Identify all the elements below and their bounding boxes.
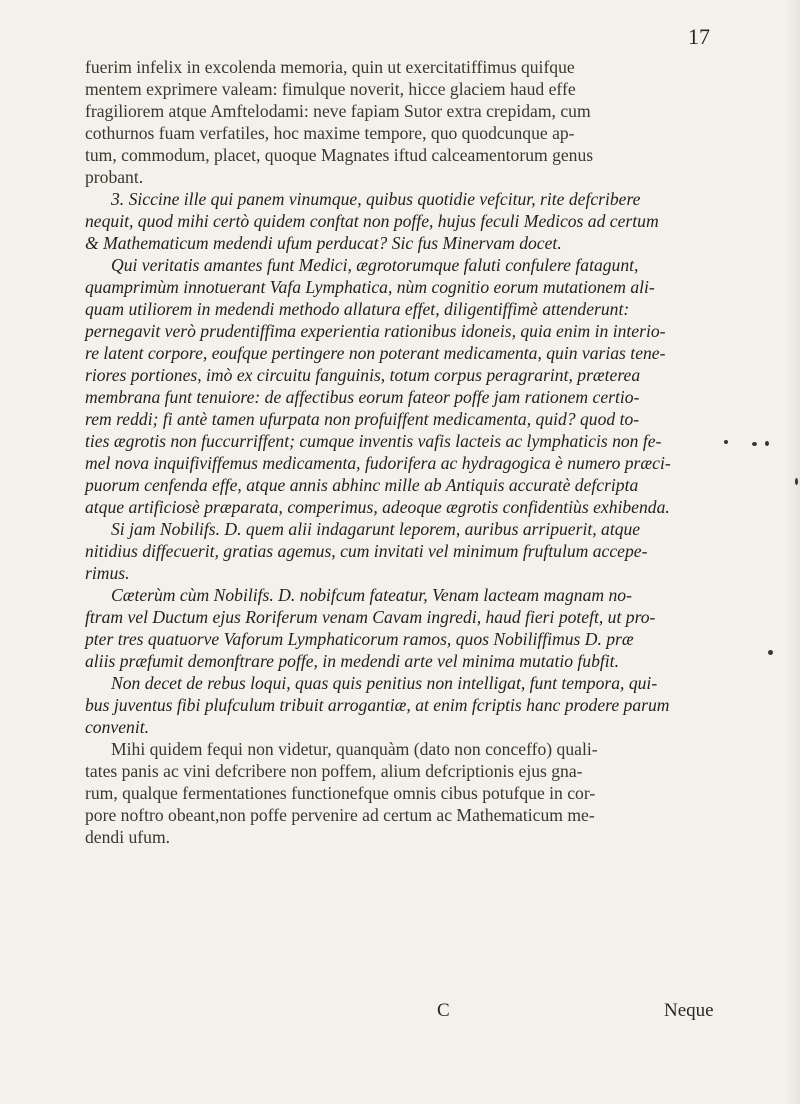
text-line: tates panis ac vini defcribere non poffem, alium defcriptionis ejus gna- [85, 761, 583, 781]
text-line: riores portiones, imò ex circuitu fanguinis, totum corpus peragrarint, præterea [85, 365, 641, 385]
text-line: Qui veritatis amantes funt Medici, ægrotorumque faluti confulere fatagunt, [111, 255, 639, 275]
text-line: ftram vel Ductum ejus Roriferum venam Cavam ingredi, haud fieri poteft, ut pro- [85, 607, 656, 627]
text-line: mel nova inquifiviffemus medicamenta, fudorifera ac hydragogica è numero præci- [85, 453, 671, 473]
text-line: Mihi quidem fequi non videtur, quanquàm (dato non conceffo) quali- [111, 739, 598, 759]
text-line: quamprimùm innotuerant Vafa Lymphatica, nùm cognitio eorum mutationem ali- [85, 277, 655, 297]
ink-speck [724, 440, 728, 444]
text-line: Si jam Nobilifs. D. quem alii indagarunt leporem, auribus arripuerit, atque [111, 519, 641, 539]
text-line: aliis præfumit demonftrare poffe, in medendi arte vel minima mutatio fubfit. [85, 651, 619, 671]
text-line: dendi ufum. [85, 827, 171, 847]
text-line: pore noftro obeant,non poffe pervenire ad certum ac Mathematicum me- [85, 805, 595, 825]
text-line: bus juventus fibi plufculum tribuit arrogantiæ, at enim fcriptis hanc prodere parum [85, 695, 670, 715]
text-line: Cæterùm cùm Nobilifs. D. nobifcum fateatur, Venam lacteam magnam no- [111, 585, 632, 605]
text-line: 3. Siccine ille qui panem vinumque, quibus quotidie vefcitur, rite defcribere [111, 189, 641, 209]
text-line: rimus. [85, 563, 130, 583]
signature-mark: C [437, 1000, 450, 1021]
text-line: & Mathematicum medendi ufum perducat? Sic fus Minervam docet. [85, 233, 562, 253]
text-line: cothurnos fuam verfatiles, hoc maxime tempore, quo quodcunque ap- [85, 123, 575, 143]
text-line: mentem exprimere valeam: fimulque noverit, hicce glaciem haud effe [85, 79, 576, 99]
text-line: membrana funt tenuiore: de affectibus eorum fateor poffe jam rationem certio- [85, 387, 640, 407]
page-number: 17 [688, 24, 710, 49]
text-line: fuerim infelix in excolenda memoria, quin ut exercitatiffimus quifque [85, 57, 575, 77]
text-line: rum, qualque fermentationes functionefque omnis cibus potufque in cor- [85, 783, 596, 803]
text-line: convenit. [85, 717, 149, 737]
ink-speck [765, 441, 769, 446]
text-line: nequit, quod mihi certò quidem conftat non poffe, hujus feculi Medicos ad certum [85, 211, 659, 231]
catchword: Neque [664, 1000, 714, 1021]
text-line: ties ægrotis non fuccurriffent; cumque inventis vafis lacteis ac lymphaticis non fe- [85, 431, 662, 451]
text-line: tum, commodum, placet, quoque Magnates iftud calceamentorum genus [85, 145, 594, 165]
text-line: quam utiliorem in medendi methodo allatura effet, diligentiffimè attenderunt: [85, 299, 630, 319]
text-line: Non decet de rebus loqui, quas quis penitius non intelligat, funt tempora, qui- [111, 673, 658, 693]
text-line: probant. [85, 167, 144, 187]
text-line: re latent corpore, eoufque pertingere non poterant medicamenta, quin varias tene- [85, 343, 666, 363]
text-line: puorum cenfenda effe, atque annis abhinc mille ab Antiquis accuratè defcripta [85, 475, 639, 495]
text-line: nitidius diffecuerit, gratias agemus, cum invitati vel minimum fruftulum accepe- [85, 541, 648, 561]
ink-speck [795, 478, 798, 485]
ink-speck [752, 442, 757, 446]
text-line: fragiliorem atque Amftelodami: neve fapiam Sutor extra crepidam, cum [85, 101, 591, 121]
page-edge-shadow [786, 0, 800, 1104]
text-line: atque artificiosè præparata, comperimus, adeoque ægrotis confidentiùs exhibenda. [85, 497, 670, 517]
text-line: rem reddi; fi antè tamen ufurpata non profuiffent medicamenta, quid? quod to- [85, 409, 640, 429]
ink-speck [768, 650, 773, 655]
body-text [85, 56, 710, 848]
text-line: pernegavit verò prudentiffima experientia rationibus idoneis, quia enim in interio- [85, 321, 666, 341]
text-line: pter tres quatuorve Vaforum Lymphaticorum ramos, quos Nobiliffimus D. præ [85, 629, 634, 649]
